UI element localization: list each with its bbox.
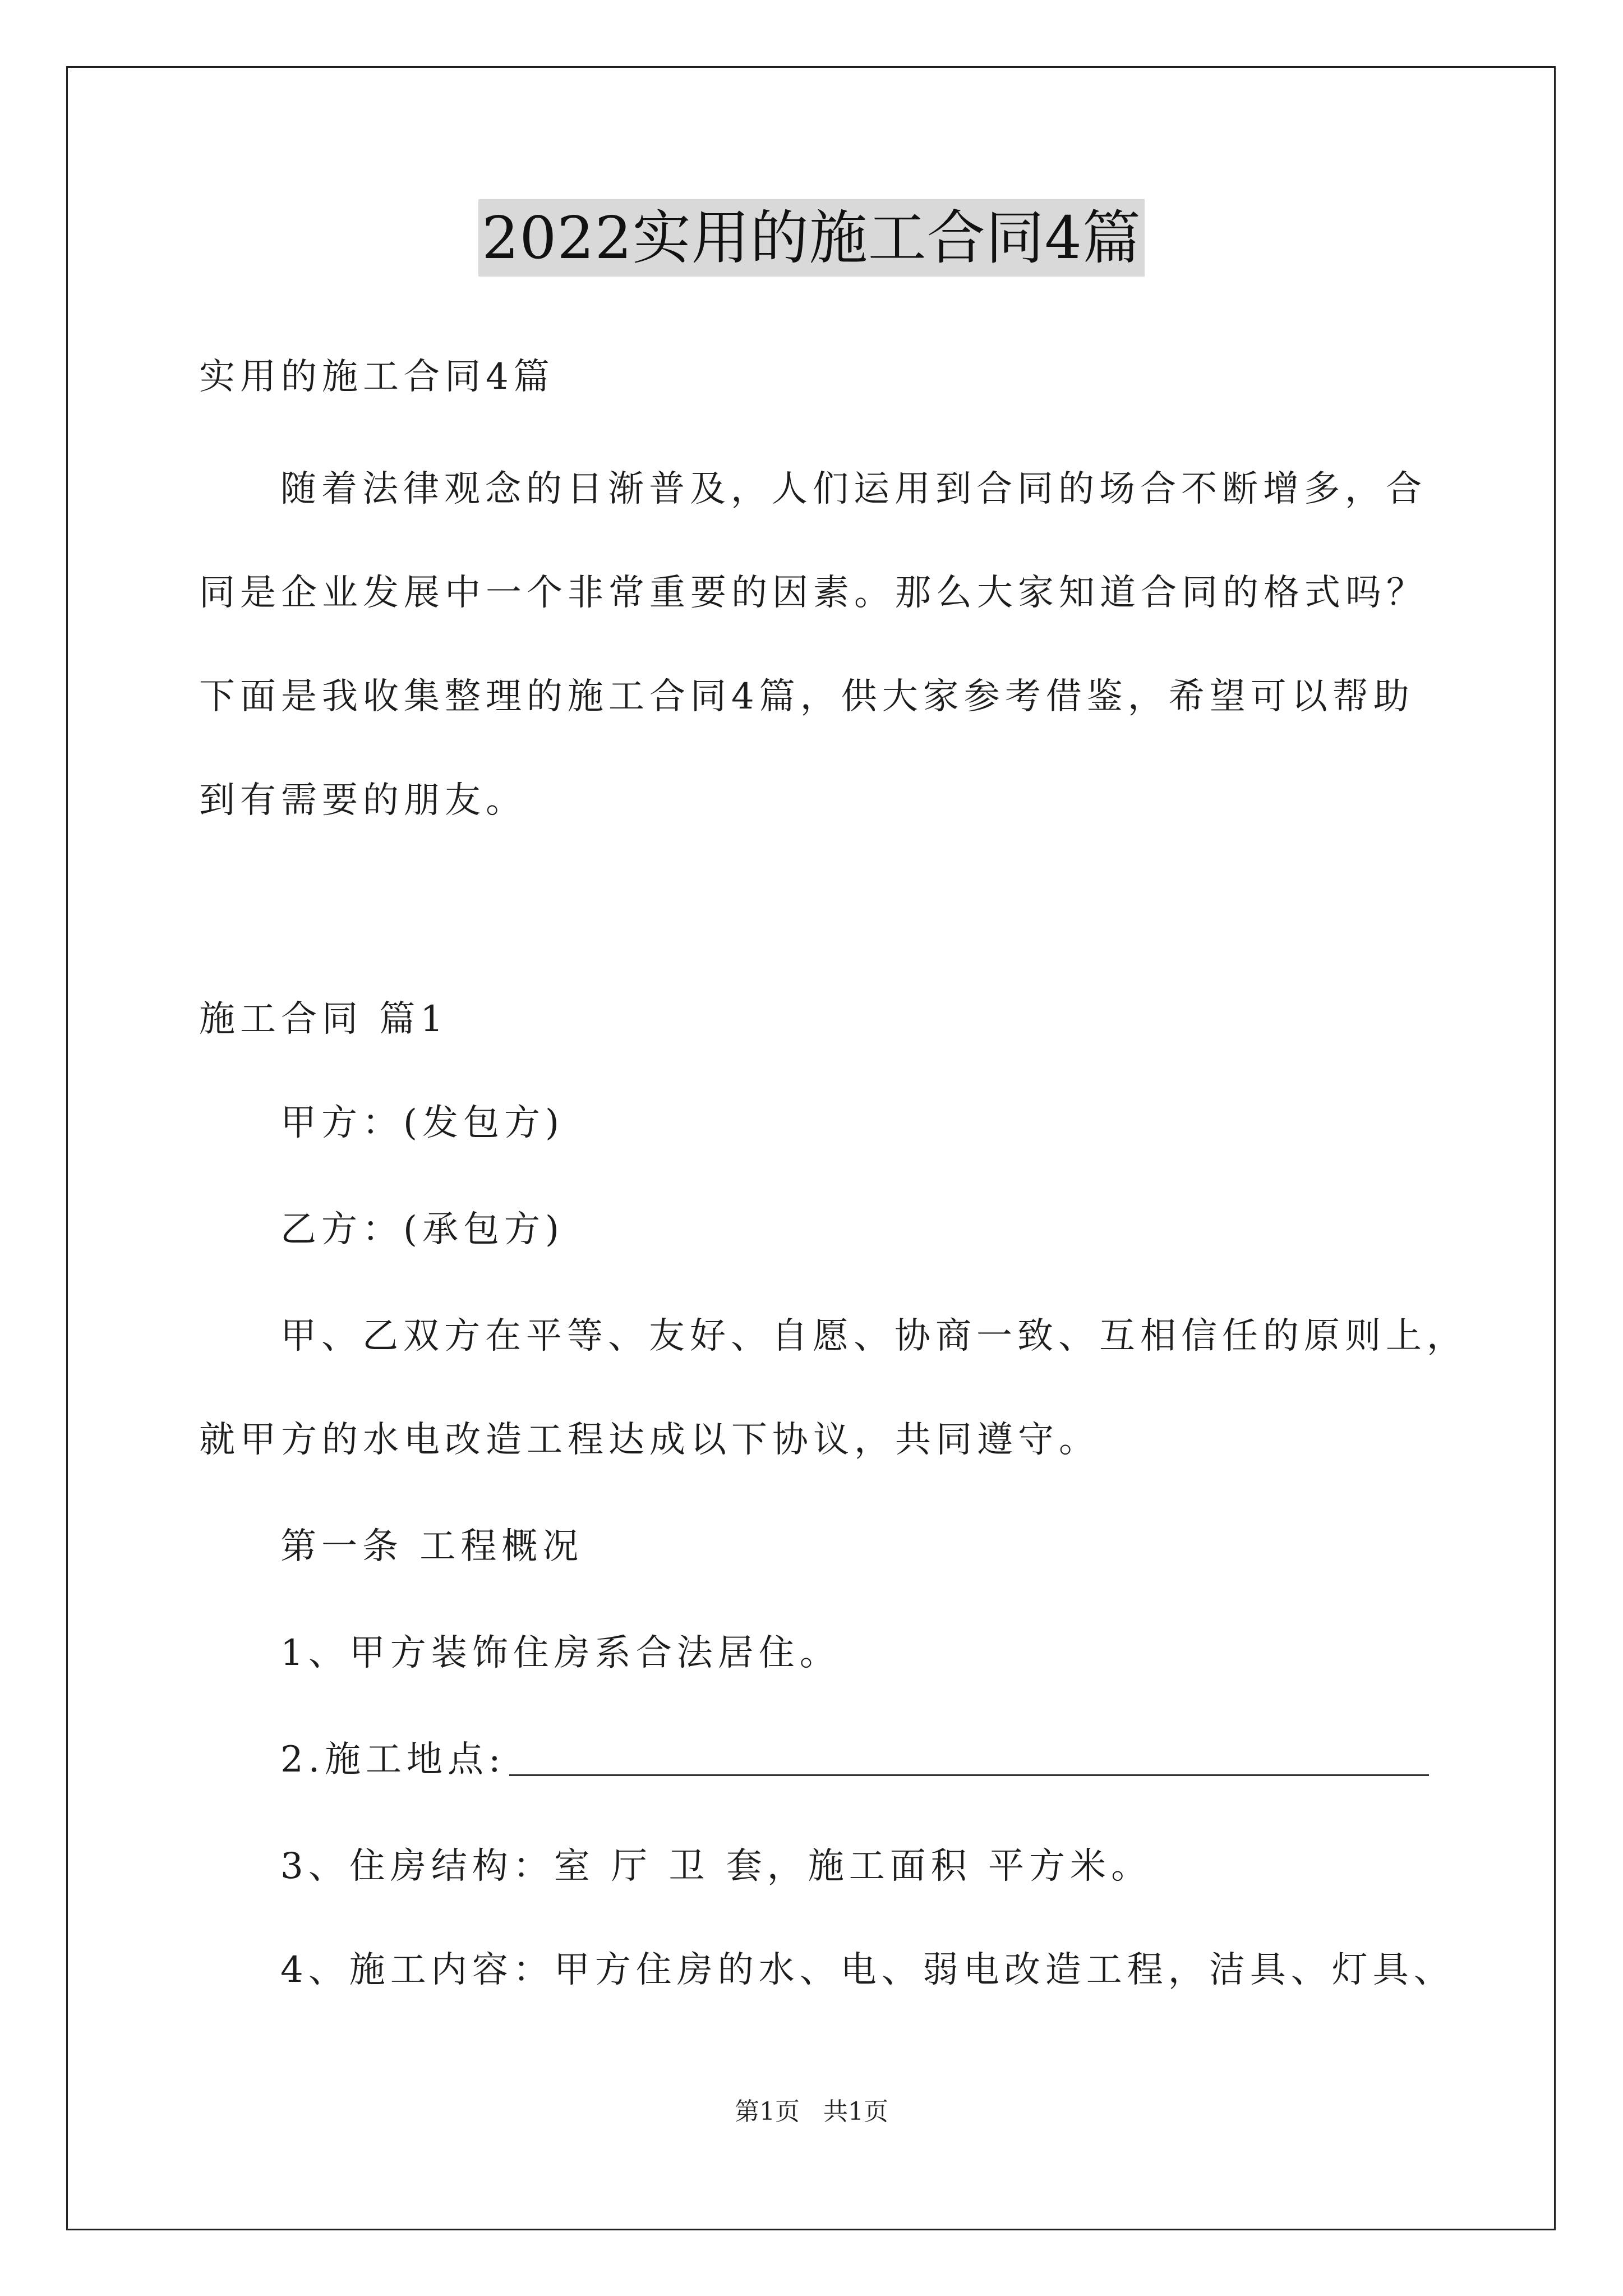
intro-line-3: 下面是我收集整理的施工合同4篇，供大家参考借鉴，希望可以帮助 xyxy=(199,676,1414,717)
document-subtitle: 实用的施工合同4篇 xyxy=(199,356,555,398)
fill-in-blank-line xyxy=(509,1774,1429,1776)
item-2-label: 2.施工地点: xyxy=(280,1739,506,1780)
item-3: 3、住房结构：室 厅 卫 套，施工面积 平方米。 xyxy=(280,1846,1152,1887)
intro-line-2: 同是企业发展中一个非常重要的因素。那么大家知道合同的格式吗？ xyxy=(199,572,1427,614)
agreement-line-1: 甲、乙双方在平等、友好、自愿、协商一致、互相信任的原则上， xyxy=(280,1315,1468,1357)
intro-line-4: 到有需要的朋友。 xyxy=(199,780,527,821)
title-container xyxy=(0,199,1623,277)
footer-page-number: 第1页 xyxy=(735,2097,800,2126)
document-title: 2022实用的施工合同4篇 xyxy=(478,199,1145,277)
party-b: 乙方：(承包方) xyxy=(280,1209,564,1250)
footer-page-total: 共1页 xyxy=(823,2097,888,2126)
party-a: 甲方：(发包方) xyxy=(280,1102,564,1144)
item-1: 1、甲方装饰住房系合法居住。 xyxy=(280,1632,841,1674)
article-1-heading: 第一条 工程概况 xyxy=(280,1526,584,1567)
item-4: 4、施工内容：甲方住房的水、电、弱电改造工程，洁具、灯具、 xyxy=(280,1949,1455,1991)
page-footer xyxy=(0,2095,1623,2129)
item-2 xyxy=(280,1736,1429,1783)
agreement-line-2: 就甲方的水电改造工程达成以下协议，共同遵守。 xyxy=(199,1419,1100,1461)
intro-line-1: 随着法律观念的日渐普及，人们运用到合同的场合不断增多，合 xyxy=(280,468,1427,510)
section-heading: 施工合同 篇1 xyxy=(199,999,449,1040)
